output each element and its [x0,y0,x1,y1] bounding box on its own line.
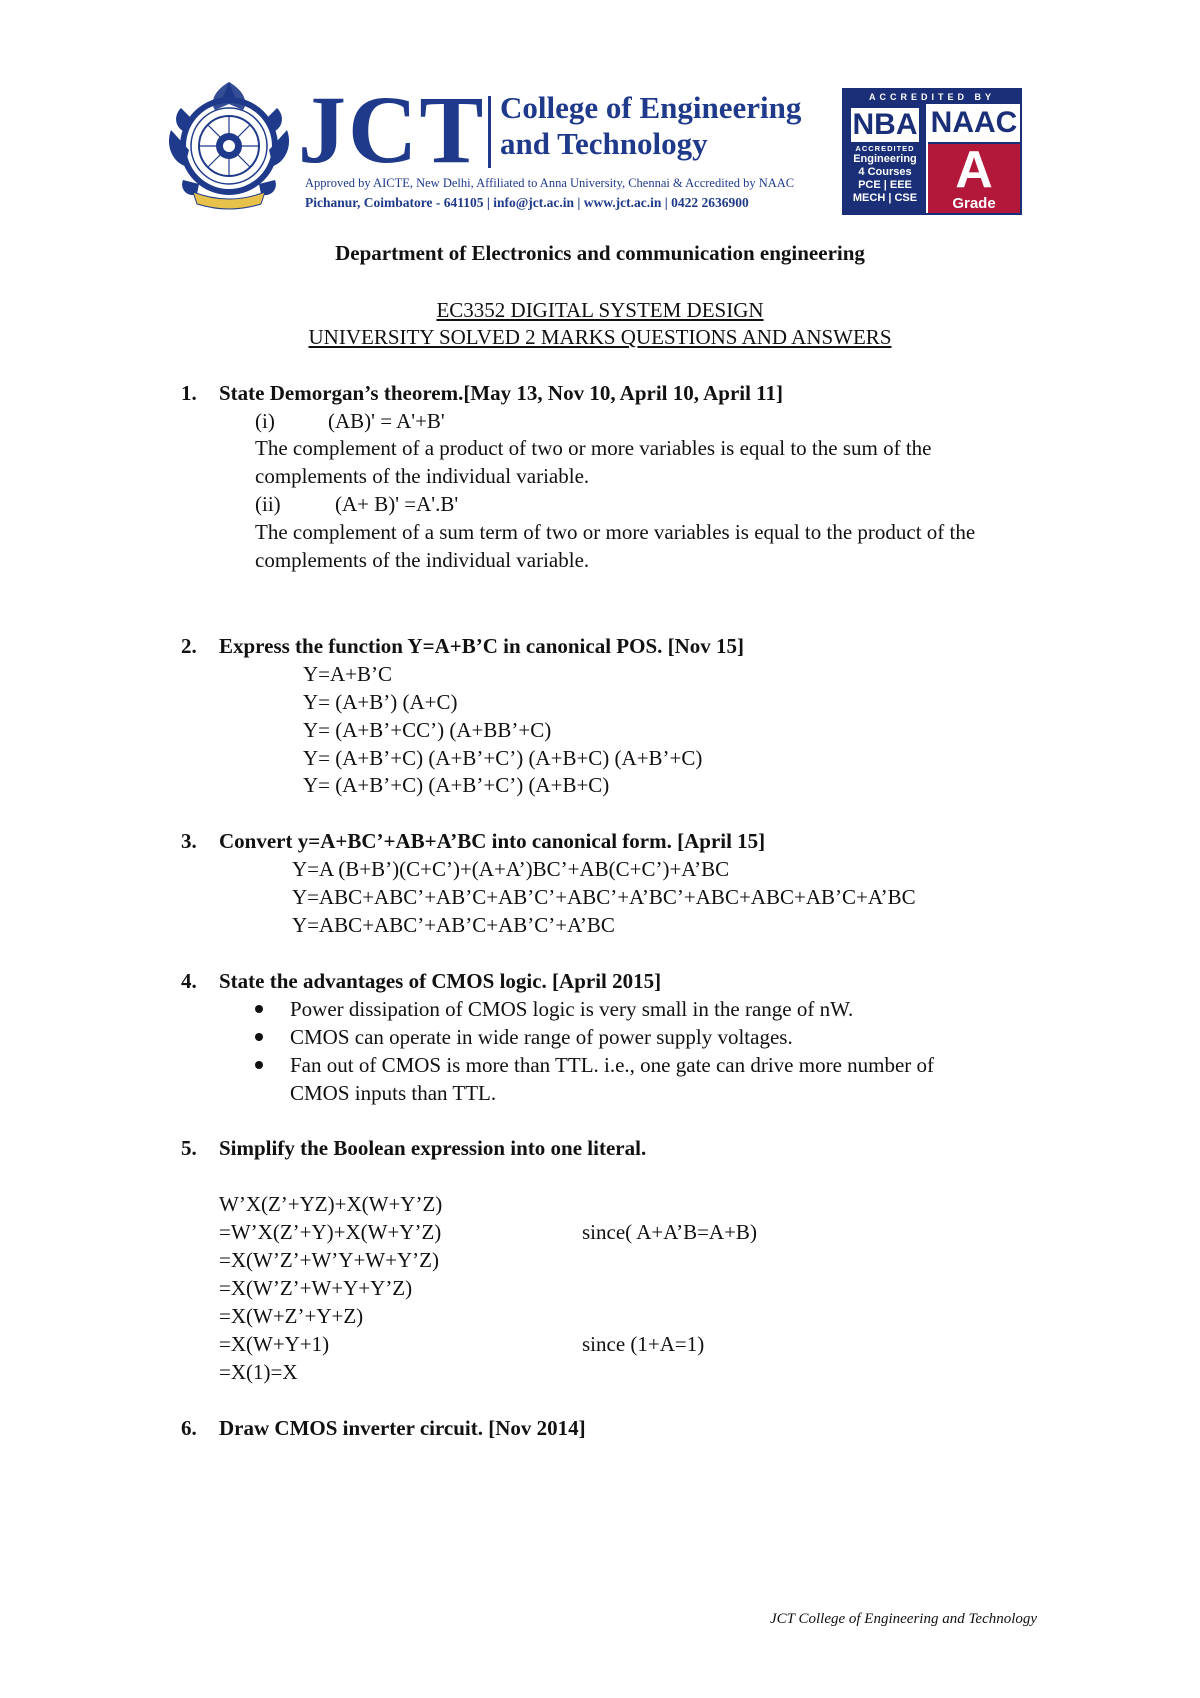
q5-step: =X(W’Z’+W+Y+Y’Z) [219,1276,413,1300]
nba-course-line: Engineering [853,153,917,165]
question-3-text: Convert y=A+BC’+AB+A’BC into canonical form. [April 15] [219,829,766,853]
nba-course-line: 4 Courses [858,166,912,178]
college-name-line-1: College of Engineering [500,90,802,125]
jct-logo-text: JCT [298,76,486,183]
department-title: Department of Electronics and communication engineering [335,241,865,265]
q5-step: W’X(Z’+YZ)+X(W+Y’Z) [219,1192,443,1216]
q2-step: Y= (A+B’+C) (A+B’+C’) (A+B+C) [303,773,610,797]
approval-line: Approved by AICTE, New Delhi, Affiliated to Anna University, Chennai & Accredited by NAAC [305,176,795,190]
document-subtitle: UNIVERSITY SOLVED 2 MARKS QUESTIONS AND ANSWERS [308,325,892,349]
question-6-text: Draw CMOS inverter circuit. [Nov 2014] [219,1416,586,1440]
q4-bullet-text: CMOS inputs than TTL. [290,1081,497,1105]
naac-badge [928,104,1020,213]
nba-logo: NBA [852,108,918,141]
question-5-text: Simplify the Boolean expression into one literal. [219,1136,647,1160]
q4-bullet-text: CMOS can operate in wide range of power supply voltages. [290,1025,793,1049]
college-seal-icon [163,80,295,212]
question-4-text: State the advantages of CMOS logic. [April 2015] [219,969,662,993]
q2-step: Y= (A+B’+CC’) (A+BB’+C) [303,718,552,742]
course-title: EC3352 DIGITAL SYSTEM DESIGN [436,298,764,322]
q3-step: Y=ABC+ABC’+AB’C+AB’C’+ABC’+A’BC’+ABC+ABC+AB’C+A’BC [292,885,916,909]
question-3-number: 3. [181,829,197,853]
naac-grade-box [928,141,1020,213]
q1-part-i-label: (i) [255,409,275,433]
nba-course-line: PCE | EEE [858,179,912,191]
naac-grade-label: Grade [952,195,996,212]
college-name [500,90,801,162]
q5-step: =W’X(Z’+Y)+X(W+Y’Z) [219,1220,442,1244]
page-footer: JCT College of Engineering and Technology [770,1611,1038,1627]
question-4-number: 4. [181,969,197,993]
q4-bullet-text: Power dissipation of CMOS logic is very small in the range of nW. [290,997,854,1021]
question-1-text: State Demorgan’s theorem.[May 13, Nov 10, April 10, April 11] [219,381,784,405]
q5-step: =X(W’Z’+W’Y+W+Y’Z) [219,1248,439,1272]
q5-step: =X(W+Y+1) [219,1332,330,1356]
q1-part-i-description: The complement of a product of two or more variables is equal to the sum of the [255,436,932,460]
bullet-icon [255,1061,263,1069]
bullet-icon [255,1005,263,1013]
question-5-number: 5. [181,1136,197,1160]
q2-step: Y=A+B’C [303,662,393,686]
q5-step: =X(W+Z’+Y+Z) [219,1304,364,1328]
question-1-number: 1. [181,381,197,405]
accreditation-badge [842,88,1022,215]
q1-part-ii-label: (ii) [255,492,281,516]
q1-part-ii-formula: (A+ B)' =A'.B' [335,492,459,516]
q5-note: since (1+A=1) [582,1332,705,1356]
q2-step: Y= (A+B’) (A+C) [303,690,458,714]
nba-accredited-label: ACCREDITED [855,144,915,153]
q1-part-i-formula: (AB)' = A'+B' [328,409,445,433]
q1-part-ii-description: complements of the individual variable. [255,548,590,572]
q5-step: =X(1)=X [219,1360,298,1384]
q2-step: Y= (A+B’+C) (A+B’+C’) (A+B+C) (A+B’+C) [303,746,703,770]
q5-note: since( A+A’B=A+B) [582,1220,757,1244]
q1-part-ii-description: The complement of a sum term of two or more variables is equal to the product of the [255,520,976,544]
question-2-text: Express the function Y=A+B’C in canonical POS. [Nov 15] [219,634,745,658]
college-name-line-2: and Technology [500,126,708,161]
nba-badge [844,104,926,213]
accreditation-banner: ACCREDITED BY [844,90,1020,104]
nba-course-line: MECH | CSE [852,192,918,204]
naac-logo: NAAC [928,104,1020,144]
naac-grade: A [955,141,993,199]
question-2-number: 2. [181,634,197,658]
contact-line: Pichanur, Coimbatore - 641105 | info@jct.ac.in | www.jct.ac.in | 0422 2636900 [305,195,749,210]
bullet-icon [255,1033,263,1041]
question-6-number: 6. [181,1416,197,1440]
logo-divider [488,96,491,168]
q4-bullet-text: Fan out of CMOS is more than TTL. i.e., one gate can drive more number of [290,1053,935,1077]
q3-step: Y=A (B+B’)(C+C’)+(A+A’)BC’+AB(C+C’)+A’BC [292,857,730,881]
q3-step: Y=ABC+ABC’+AB’C+AB’C’+A’BC [292,913,615,937]
q1-part-i-description: complements of the individual variable. [255,464,590,488]
